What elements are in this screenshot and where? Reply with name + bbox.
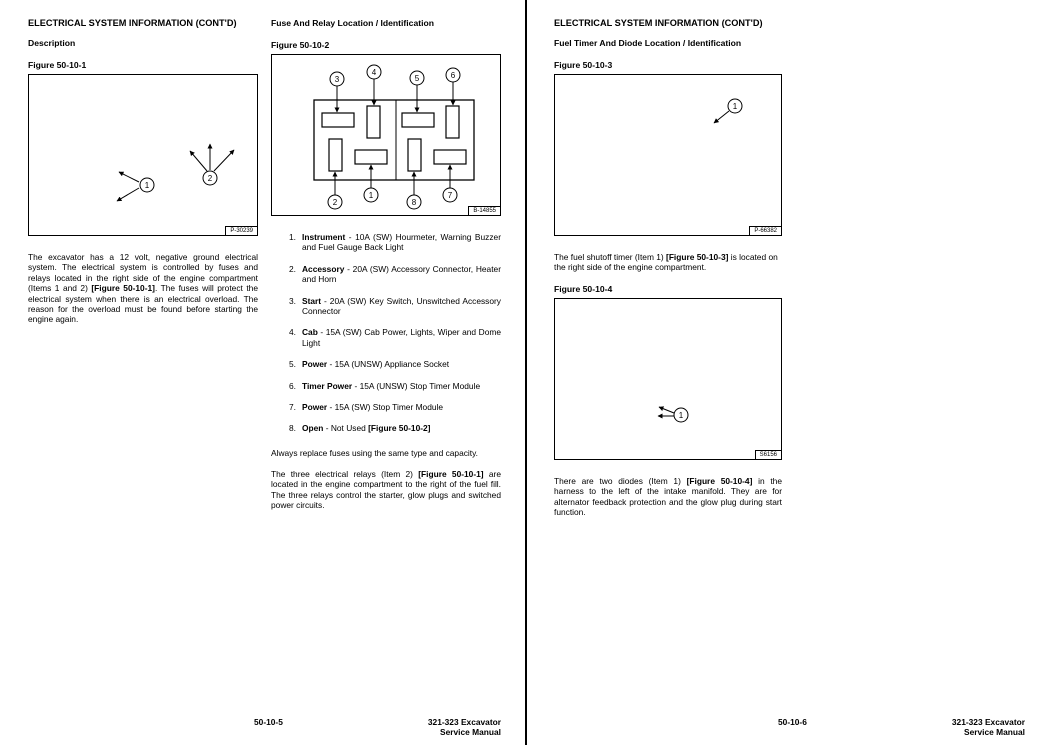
figure-50-10-2-label: Figure 50-10-2	[271, 40, 330, 50]
figure-50-10-1	[28, 74, 258, 236]
figure-50-10-1-code: P-30239	[225, 226, 257, 235]
callout-2-text: 2	[207, 174, 213, 183]
right-manual-title: 321-323 Excavator Service Manual	[951, 717, 1025, 737]
figure-50-10-2	[271, 54, 501, 216]
right-page-header: ELECTRICAL SYSTEM INFORMATION (CONT'D)	[554, 18, 763, 28]
fuel-timer-paragraph: The fuel shutoff timer (Item 1) [Figure 50-10-3] is located on the right side of the engine compartment.	[554, 252, 778, 273]
list-item: 1. Instrument - 10A (SW) Hourmeter, Warning Buzzer and Fuel Gauge Back Light	[289, 232, 501, 253]
figure-50-10-4-label: Figure 50-10-4	[554, 284, 613, 294]
callout-4-text: 4	[371, 68, 377, 77]
list-item: 5. Power - 15A (UNSW) Appliance Socket	[289, 359, 450, 370]
callout-2b-text: 2	[332, 198, 338, 207]
list-item: 6. Timer Power - 15A (UNSW) Stop Timer Module	[289, 380, 481, 391]
callout-1-text: 1	[144, 181, 150, 190]
callout-text: 1	[678, 411, 684, 420]
left-manual-title: 321-323 Excavator Service Manual	[427, 717, 501, 737]
fuse-panel-diagram	[272, 55, 502, 217]
figure-50-10-3-label: Figure 50-10-3	[554, 60, 613, 70]
callout-3-text: 3	[334, 75, 340, 84]
figure-50-10-4	[554, 298, 782, 460]
list-item: 8. Open - Not Used [Figure 50-10-2]	[289, 423, 431, 434]
fuse-list	[289, 232, 501, 445]
diode-paragraph: There are two diodes (Item 1) [Figure 50-10-4] in the harness to the left of the intake manifold. They are for alternator feedback protection and the glow plug during start function.	[554, 476, 782, 518]
left-page-number: 50-10-5	[254, 717, 283, 727]
electrical-description-paragraph: The excavator has a 12 volt, negative ground electrical system. The electrical system is controlled by fuses and relays located in the right side of the engine compartment (Items 1 and 2) [Figure 50-10-1]. The fuses will protect the electrical system when there is an electrical overload. The reason for the overload must be found before starting the engine again.	[28, 252, 258, 325]
callout-5-text: 5	[414, 74, 420, 83]
figure-50-10-4-callout	[555, 299, 783, 461]
figure-ref: [Figure 50-10-1]	[91, 283, 155, 294]
page-divider	[525, 0, 527, 745]
list-item: 2. Accessory - 20A (SW) Accessory Connector, Heater and Horn	[289, 263, 501, 285]
figure-50-10-4-code: S6156	[755, 450, 781, 459]
fuse-replace-note: Always replace fuses using the same type and capacity.	[271, 448, 479, 458]
list-item: 4. Cab - 15A (SW) Cab Power, Lights, Wiper and Dome Light	[289, 327, 501, 348]
figure-50-10-1-callouts	[29, 75, 259, 237]
fuel-timer-subheader: Fuel Timer And Diode Location / Identification	[554, 38, 742, 48]
right-page-number: 50-10-6	[778, 717, 807, 727]
callout-1b-text: 1	[368, 191, 374, 200]
figure-50-10-3-code: P-66382	[749, 226, 781, 235]
list-item: 7. Power - 15A (SW) Stop Timer Module	[289, 402, 444, 413]
figure-ref: [Figure 50-10-3]	[666, 252, 729, 262]
figure-50-10-1-label: Figure 50-10-1	[28, 60, 87, 70]
fuse-relay-subheader: Fuse And Relay Location / Identification	[271, 18, 434, 28]
figure-50-10-2-code: B-14855	[468, 206, 500, 215]
left-page-header: ELECTRICAL SYSTEM INFORMATION (CONT'D)	[28, 18, 237, 28]
callout-7-text: 7	[447, 191, 453, 200]
figure-50-10-3-callout	[555, 75, 783, 237]
callout-8-text: 8	[411, 198, 417, 207]
list-item: 3. Start - 20A (SW) Key Switch, Unswitched Accessory Connector	[289, 295, 501, 317]
callout-text: 1	[732, 102, 738, 111]
figure-50-10-3	[554, 74, 782, 236]
relay-paragraph: The three electrical relays (Item 2) [Figure 50-10-1] are located in the engine compartment to the right of the fuel fill. The three relays control the starter, glow plugs and switched power circuits.	[271, 469, 501, 511]
callout-6-text: 6	[450, 71, 456, 80]
description-subheader: Description	[28, 38, 76, 48]
figure-ref: [Figure 50-10-4]	[686, 476, 753, 486]
figure-ref: [Figure 50-10-1]	[418, 469, 484, 479]
